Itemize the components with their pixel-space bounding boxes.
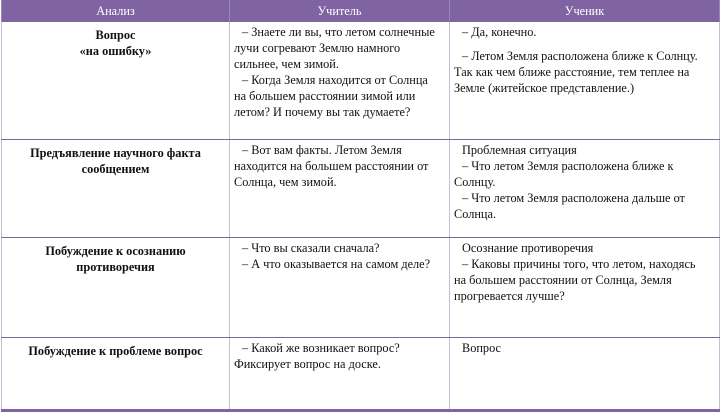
lesson-dialogue-table	[1, 0, 720, 412]
student-line: – Каковы причины того, что летом, находясь	[462, 257, 696, 271]
analysis-text: противоречия	[76, 260, 155, 274]
student-line: – Что летом Земля расположена ближе к	[462, 159, 674, 173]
teacher-line: летом? И почему вы так думаете?	[234, 105, 411, 119]
spacer	[462, 40, 715, 48]
student-cell	[450, 140, 720, 238]
teacher-line: на большем расстоянии зимой или	[234, 89, 416, 103]
teacher-line: – А что оказывается на самом деле?	[242, 257, 431, 271]
teacher-line: – Какой же возникает вопрос?	[242, 341, 400, 355]
student-line: – Что летом Земля расположена дальше от	[462, 191, 685, 205]
table-row	[2, 22, 720, 140]
student-line: Осознание противоречия	[462, 241, 594, 255]
teacher-cell	[230, 238, 450, 338]
teacher-line: – Когда Земля находится от Солнца	[242, 73, 428, 87]
teacher-cell	[230, 338, 450, 411]
student-line: – Летом Земля расположена ближе к Солнцу.	[462, 49, 698, 63]
header-analysis: Анализ	[2, 0, 230, 22]
teacher-line: – Что вы сказали сначала?	[242, 241, 380, 255]
teacher-cell	[230, 140, 450, 238]
analysis-text: «на ошибку»	[79, 44, 152, 58]
teacher-line: – Вот вам факты. Летом Земля	[242, 143, 402, 157]
analysis-text: Вопрос	[95, 28, 136, 42]
teacher-line: Фиксирует вопрос на доске.	[234, 357, 381, 371]
teacher-line: находится на большем расстоянии от	[234, 159, 429, 173]
analysis-text: Предъявление научного факта	[30, 146, 201, 160]
header-row	[2, 0, 720, 22]
student-line: на большем расстоянии от Солнца, Земля	[454, 273, 672, 287]
student-cell	[450, 238, 720, 338]
student-line: Проблемная ситуация	[462, 143, 577, 157]
header-teacher: Учитель	[230, 0, 450, 22]
student-line: Земле (житейское представление.)	[454, 81, 635, 95]
analysis-cell	[2, 140, 230, 238]
header-student: Ученик	[450, 0, 720, 22]
analysis-text: Побуждение к осознанию	[45, 244, 186, 258]
student-cell	[450, 22, 720, 140]
student-cell	[450, 338, 720, 411]
analysis-cell	[2, 238, 230, 338]
analysis-cell	[2, 338, 230, 411]
teacher-line: сильнее, чем зимой.	[234, 57, 339, 71]
teacher-line: – Знаете ли вы, что летом солнечные	[242, 25, 435, 39]
table-row	[2, 338, 720, 411]
student-line: прогревается лучше?	[454, 289, 565, 303]
table-row	[2, 140, 720, 238]
table-row	[2, 238, 720, 338]
analysis-cell	[2, 22, 230, 140]
student-line: Так как чем ближе расстояние, тем теплее на	[454, 65, 690, 79]
analysis-text: Побуждение к проблеме вопрос	[28, 344, 203, 358]
teacher-line: лучи согревают Землю намного	[234, 41, 401, 55]
teacher-line: Солнца, чем зимой.	[234, 175, 337, 189]
student-line: – Да, конечно.	[462, 25, 537, 39]
student-line: Вопрос	[462, 341, 501, 355]
teacher-cell	[230, 22, 450, 140]
analysis-text: сообщением	[81, 162, 150, 176]
student-line: Солнца.	[454, 207, 497, 221]
student-line: Солнцу.	[454, 175, 496, 189]
